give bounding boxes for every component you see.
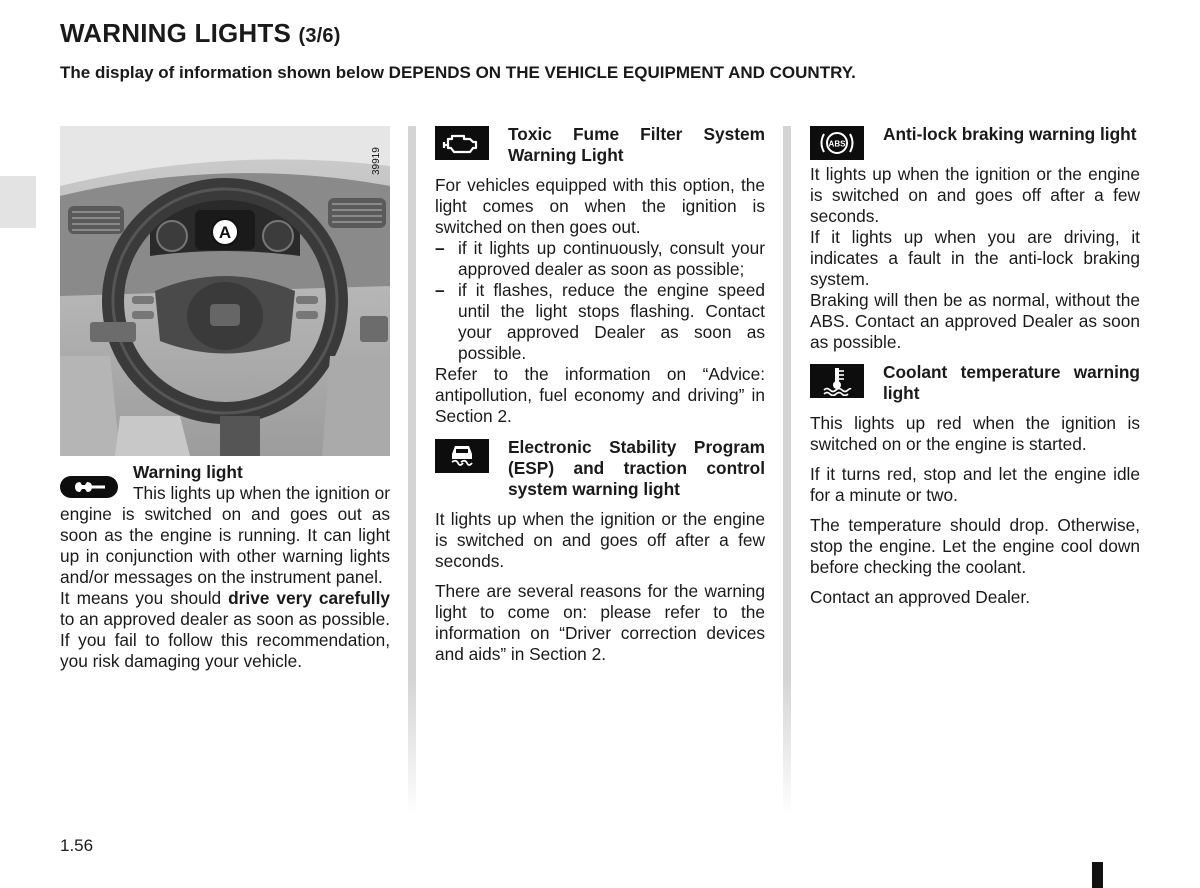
fume-filter-heading: Toxic Fume Filter System Warning Light [508, 124, 765, 165]
column-divider [408, 126, 416, 816]
page-number: 1.56 [60, 836, 94, 855]
abs-heading: Anti-lock braking warning light [883, 124, 1137, 144]
engine-icon [435, 126, 489, 160]
warning-light-text: This lights up when the ignition or engine is switched on and goes out as soon as the engine is running. It can light up in conjunction with other warning lights and/or messages on the instrument panel. [60, 483, 390, 587]
fume-filter-outro: Refer to the information on “Advice: antipollution, fuel economy and driving” in Section 2. [435, 364, 765, 426]
callout-a-label: A [218, 223, 232, 242]
fume-bullet-1: – if it lights up continuously, consult your approved dealer as soon as possible; [435, 238, 765, 280]
esp-header [435, 437, 765, 500]
column-fume-esp [435, 124, 765, 665]
section-tab-marker [0, 176, 36, 228]
warning-light-heading: Warning light [133, 462, 243, 482]
coolant-heading: Coolant temperature warning light [883, 362, 1140, 403]
wrench-icon [60, 476, 118, 498]
abs-header [810, 124, 1140, 164]
abs-text-3: Braking will then be as normal, without the ABS. Contact an approved Dealer as soon as possible. [810, 290, 1140, 352]
advice-pre: It means you should [60, 588, 229, 608]
warning-light-advice [60, 588, 390, 672]
coolant-text-2: If it turns red, stop and let the engine idle for a minute or two. [810, 464, 1140, 505]
page-subtitle: The display of information shown below DEPENDS ON THE VEHICLE EQUIPMENT AND COUNTRY. [60, 63, 856, 82]
coolant-text-4: Contact an approved Dealer. [810, 587, 1030, 607]
footer-marker [1092, 862, 1103, 888]
steering-wheel-illustration [60, 126, 390, 456]
coolant-temperature-icon [810, 364, 864, 398]
title-text: WARNING LIGHTS [60, 18, 292, 48]
esp-icon [435, 439, 489, 473]
fume-filter-header [435, 124, 765, 166]
figure-code: 39919 [371, 147, 382, 175]
esp-text-2: There are several reasons for the warning light to come on: please refer to the information on “Driver correction devices and aids” in Section 2. [435, 581, 765, 664]
abs-text-1: It lights up when the ignition or the engine is switched on and goes off after a few seconds. [810, 164, 1140, 226]
page-title [60, 18, 341, 49]
advice-post: to an approved dealer as soon as possible. If you fail to follow this recommendation, you risk damaging your vehicle. [60, 609, 390, 671]
coolant-text-3: The temperature should drop. Otherwise, stop the engine. Let the engine cool down before checking the coolant. [810, 515, 1140, 577]
esp-text-1: It lights up when the ignition or the engine is switched on and goes off after a few seconds. [435, 509, 765, 571]
column-divider [783, 126, 791, 816]
esp-heading-text: Electronic Stability Program (ESP) and traction control system warning light [508, 437, 765, 499]
advice-bold: drive very carefully [228, 588, 390, 608]
column-warning-light [60, 462, 390, 672]
abs-text-2: If it lights up when you are driving, it indicates a fault in the anti-lock braking system. [810, 227, 1140, 289]
fume-bullet-2: – if it flashes, reduce the engine speed until the light stops flashing. Contact your approved Dealer as soon as possible. [435, 280, 765, 364]
svg-text:ABS: ABS [828, 139, 846, 149]
dashboard-illustration [60, 126, 390, 456]
abs-icon [810, 126, 864, 160]
coolant-header [810, 362, 1140, 404]
fume-filter-intro: For vehicles equipped with this option, the light comes on when the ignition is switched on then goes out. [435, 175, 765, 237]
title-suffix: (3/6) [298, 25, 341, 47]
coolant-text-1: This lights up red when the ignition is switched on or the engine is started. [810, 413, 1140, 454]
column-abs-coolant [810, 124, 1140, 608]
